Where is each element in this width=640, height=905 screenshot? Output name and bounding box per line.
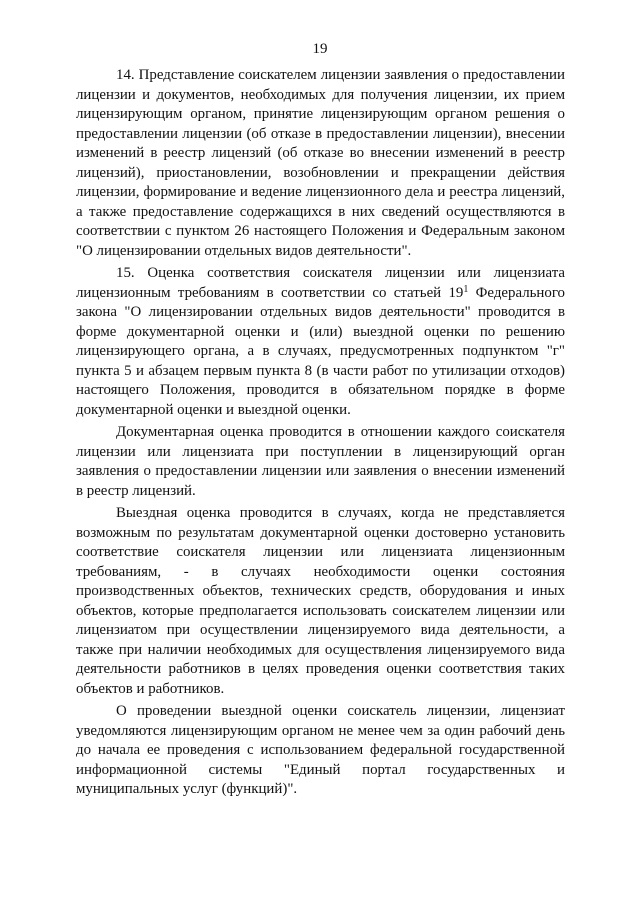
article-superscript: 1 [463, 283, 469, 295]
paragraph-field-assessment: Выездная оценка проводится в случаях, когда не представляется возможным по результатам документарной оценки достоверно установить соответствие соискателя лицензии или лицензиата лицензионным требованиям, - в случаях необходимости оценки состояния производственных объектов, технических средств, оборудования и иных объектов, которые предполагается использовать соискателем лицензии или лицензиатом при осуществлении лицензируемого вида деятельности, а также при наличии необходимых для осуществления лицензируемого вида деятельности работников в целях проведения оценки соответствия таких объектов и работников. [76, 505, 565, 697]
paragraph-notification: О проведении выездной оценки соискатель лицензии, лицензиат уведомляются лицензирующим органом не менее чем за один рабочий день до начала ее проведения с использованием федеральной государственной информационной системы "Единый портал государственных и муниципальных услуг (функций)". [76, 703, 565, 797]
paragraph-14: 14. Представление соискателем лицензии заявления о предоставлении лицензии и документов, необходимых для получения лицензии, их прием лицензирующим органом, принятие лицензирующим органом решения о предоставлении лицензии (об отказе в предоставлении лицензии), внесении изменений в реестр лицензий (об отказе во внесении изменений в реестр лицензий), приостановлении, возобновлении и прекращении действия лицензии, формирование и ведение лицензионного дела и реестра лицензий, а также предоставление содержащихся в них сведений осуществляются в соответствии с пунктом 26 настоящего Положения и Федеральным законом "О лицензировании отдельных видов деятельности". [76, 67, 565, 259]
document-body [76, 66, 565, 800]
paragraph-15-text-start: 15. Оценка соответствия соискателя лицензии или лицензиата лицензионным требованиям в соответствии со статьей 19 [76, 265, 565, 301]
paragraph-15-text-end: Федерального закона "О лицензировании отдельных видов деятельности" проводится в форме документарной оценки и (или) выездной оценки по решению лицензирующего органа, а в случаях, предусмотренных подпунктом "г" пункта 5 и абзацем первым пункта 8 (в части работ по утилизации отходов) настоящего Положения, проводится в обязательном порядке в форме документарной оценки и выездной оценки. [76, 284, 566, 418]
paragraph-documentary-assessment: Документарная оценка проводится в отношении каждого соискателя лицензии или лицензиата при поступлении в лицензирующий орган заявления о предоставлении лицензии или заявления о внесении изменений в реестр лицензий. [76, 424, 565, 499]
paragraph-15 [76, 264, 565, 420]
page-number: 19 [312, 41, 328, 57]
